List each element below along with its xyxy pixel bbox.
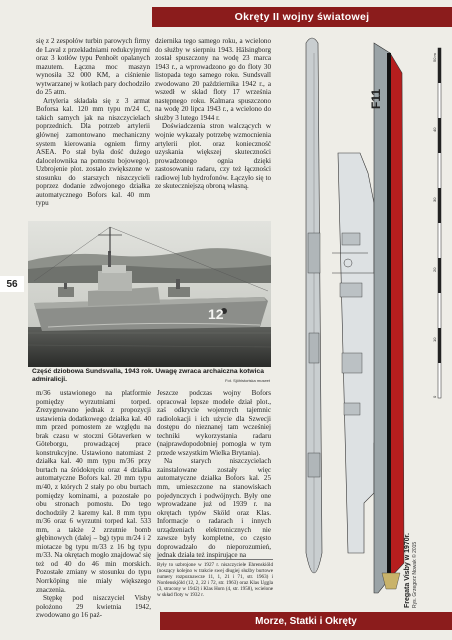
scale-ruler <box>432 48 446 398</box>
scale-bar <box>432 48 446 398</box>
scale-label: 10 <box>432 337 437 342</box>
scale-label: 20 <box>432 267 437 272</box>
header-title: Okręty II wojny światowej <box>234 11 370 23</box>
photo-credit: Fot. Sjöhistoriska museet <box>225 378 270 383</box>
scale-label: 0 <box>432 395 437 398</box>
drawing-credit: Rys. Grzegorz Nowak © 2015 <box>412 541 418 608</box>
page-footer <box>160 612 452 630</box>
footnote: Były to uzbrojone w 1927 r. niszczyciele Ehrenskiöld (noszący kolejno w trakcie swej długiej służby burtowe numery rozpoznawcze 11, 1, 21 i 71, str. 1963) i Nordenskjöld (12, 2, 22 i 72, str. 1963) oraz Klas Uggla (3, stracony w 1942) i Klas Horn (4, str. 1958), wcielone w skład floty w 1932 r. <box>157 559 273 598</box>
scale-label: 30 <box>432 197 437 202</box>
paragraph: Stępkę pod niszczyciel Visby położono 29 kwietnia 1942, zwodowano go 16 paź- <box>36 594 151 620</box>
drawing-caption <box>404 388 444 608</box>
text-column-1 <box>36 37 150 214</box>
text-column-4 <box>157 389 271 560</box>
scale-label: 40 <box>432 127 437 132</box>
paragraph: Artyleria składała się z 3 armat Boforsa kal. 120 mm typu m/24 C, takich samych jak na niszczycielach poprzednich. Dla potrzeb artylerii głównej zamontowano mechaniczny system kierowania ogniem firmy ASEA. Po stał była dość dużego dalocelownika na pomostu bojowego). Uzbrojenie plot. zostało zwiększone w stosunku do starszych niszczycieli poprzez dodanie zdwojonego działka automatycznego Bofors kal. 40 mm typu <box>36 96 150 208</box>
page-header <box>152 7 452 27</box>
paragraph: Na starych niszczycielach zainstalowane zostały więc automatyczne działka Bofors kal. 25 mm, umieszczone na stanowiskach pojedynczych i podwójnych. Były one wprowadzane już od 1939 r. na okrętach typów Sköld oraz Klas. Informacje o radarach i innych urządzeniach elektronicznych nie zawsze były kompletne, co często doprowadzało do nieporozumień, jednak działa też inspirujące na <box>157 457 271 560</box>
paragraph: m/36 ustawionego na platformie pomiędzy wyrzutniami torped. Zrezygnowano jednak z propozycji ustawienia dodatkowego działka kal. 40 mm przed pomostem ze względu na brak czasu w stoczni Götaverken w Göteborgu, prowadzącej prace konstrukcyjne. Ustawiono natomiast 2 działka kal. 40 mm typu m/36 przy burtach na śródokręciu oraz 4 działka automatyczne Bofors kal. 20 mm typu m/40, z których 2 stały po obu burtach pomiędzy kominami, a pozostałe po obu stronach pomostu. Do tego dochodziły 2 karemy kal. 8 mm typu m/36 oraz 6 wyrzutni torped kal. 533 mm, a także 2 zrzutnie bomb głębinowych (dalej – bg) typu m/24 i 2 miotacze bg typu m/33 z 16 bg typu m/33. Na okrętach mogło znajdować się też od 40 do 46 min morskich. Pozostałe zmiany w stosunku do typu Norrköping nie miały większego znaczenia. <box>36 389 151 594</box>
footer-title: Morze, Statki i Okręty <box>255 615 357 627</box>
photo-hull-number: 12 <box>208 306 224 322</box>
destroyer-photo-illustration <box>28 221 271 367</box>
text-column-3 <box>36 389 151 620</box>
photo-caption: Część dziobowa Sundsvalla, 1943 rok. Uwagę zwraca archaiczna kotwica admiralicji. <box>32 368 264 383</box>
scale-label: 50 m <box>432 53 437 62</box>
paragraph: dziernika tego samego roku, a wcielono do służby w sierpniu 1943. Hälsingborg został spuszczony na wodę 23 marca 1943 r., a wprowadzono go do floty 30 listopada tego samego roku. Sundsvall zwodowano 20 października 1942 r., a wszedł w skład floty 17 września następnego roku. Kalmara spuszczono na wodę 20 lipca 1943 r., a wcielono do służby 3 lutego 1944 r. <box>155 37 271 122</box>
page-number: 56 <box>0 276 24 292</box>
drawing-title: Fregata Visby w 1970r. <box>404 533 411 608</box>
drawing-hull-number: F11 <box>369 88 383 109</box>
paragraph: się z 2 zespołów turbin parowych firmy de Laval z przekładniami redukcyjnymi oraz 3 kotłów typu Penhoët opalanych mazutem. Łączna moc maszyn wynosiła 32 000 KM, a ciśnienie wytwarzanej w kotłach pary dochodziło do 25 atm. <box>36 37 150 97</box>
paragraph: Jeszcze podczas wojny Bofors opracował lepsze modele dział plot., zaś odkrycie wojennych tajemnic radiolokacji i ich użycie dla Szwecji dostępu do nieznanej tam wcześniej techniki wykorzystania radaru (najprawdopodobniej pomogła w tym przede wszystkim Wielka Brytania). <box>157 389 271 457</box>
text-column-2 <box>155 37 271 214</box>
paragraph: Doświadczenia stron walczących w wojnie wykazały potrzebę wzmocnienia artylerii plot. oraz konieczność uzyskania większej skuteczności prowadzonego ognia dzięki zastosowaniu radaru, czy też łączności radiowej lub hydrofonów. Łączyło się to ze skuteczniejszą obroną własną. <box>155 122 271 191</box>
ship-photo <box>28 221 271 367</box>
